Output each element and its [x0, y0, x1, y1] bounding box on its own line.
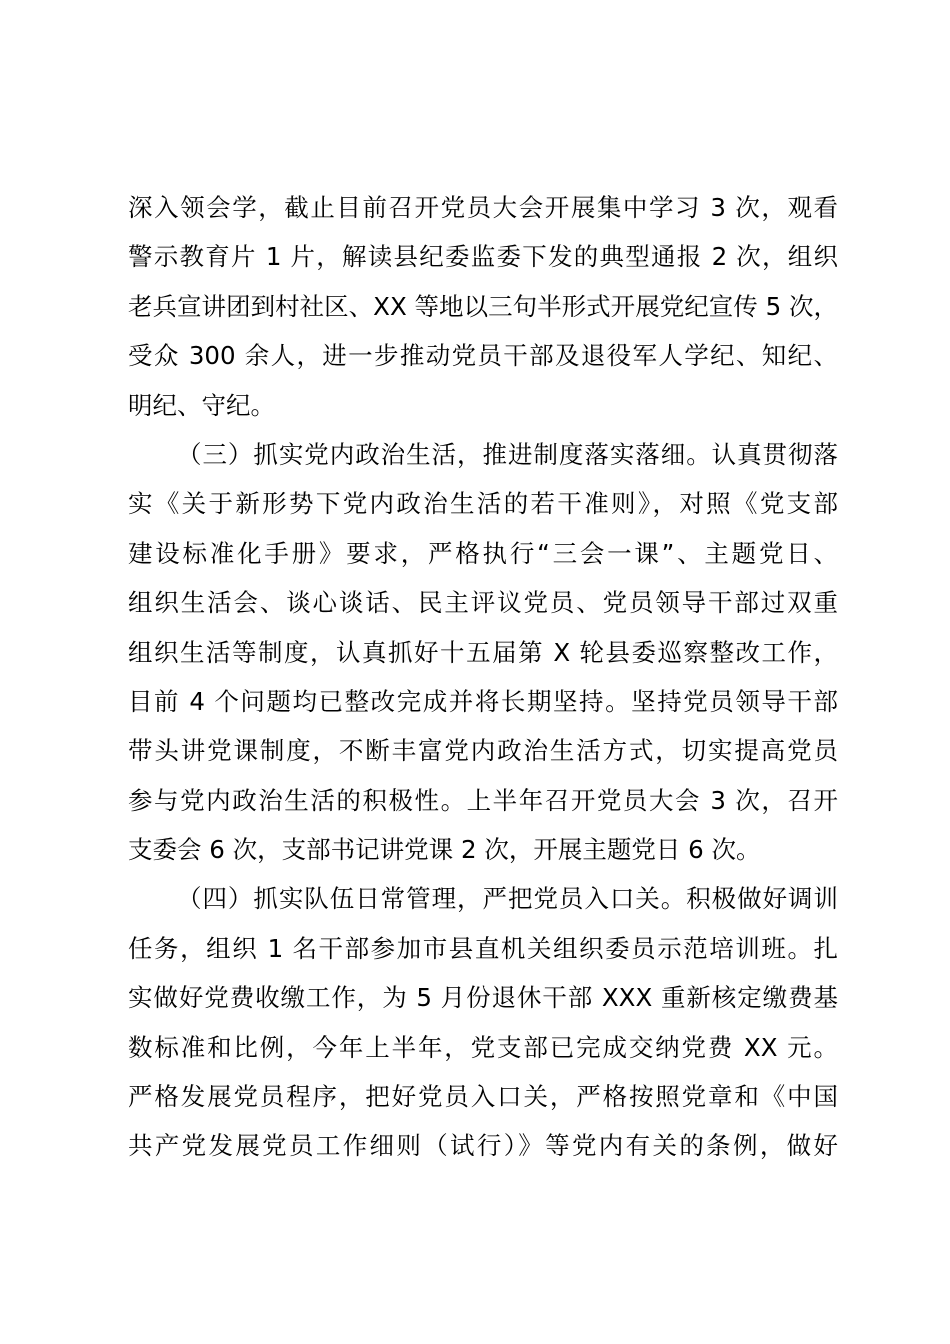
text-line: 数标准和比例，今年上半年，党支部已完成交纳党费 XX 元。: [128, 1032, 838, 1062]
text-line: 警示教育片 1 片，解读县纪委监委下发的典型通报 2 次，组织: [128, 242, 838, 272]
section-heading-line: （三）抓实党内政治生活，推进制度落实落细。认真贯彻落: [177, 439, 838, 469]
text-line: 建设标准化手册》要求，严格执行“三会一课”、主题党日、: [128, 538, 838, 568]
text-line: 组织生活会、谈心谈话、民主评议党员、党员领导干部过双重: [128, 588, 838, 618]
text-line: 明纪、守纪。: [128, 390, 275, 420]
text-line: 参与党内政治生活的积极性。上半年召开党员大会 3 次，召开: [128, 785, 838, 815]
text-line: 深入领会学，截止目前召开党员大会开展集中学习 3 次，观看: [128, 193, 838, 222]
text-line: 共产党发展党员工作细则（试行）》等党内有关的条例，做好: [128, 1131, 838, 1161]
text-line: 任务，组织 1 名干部参加市县直机关组织委员示范培训班。扎: [128, 933, 838, 963]
text-line: 支委会 6 次，支部书记讲党课 2 次，开展主题党日 6 次。: [128, 835, 761, 865]
section-heading-line: （四）抓实队伍日常管理，严把党员入口关。积极做好调训: [177, 884, 838, 914]
text-line: 实《关于新形势下党内政治生活的若干准则》，对照《党支部: [128, 489, 838, 519]
text-line: 组织生活等制度，认真抓好十五届第 X 轮县委巡察整改工作，: [128, 637, 838, 667]
text-line: 严格发展党员程序，把好党员入口关，严格按照党章和《中国: [128, 1082, 838, 1112]
text-line: 带头讲党课制度，不断丰富党内政治生活方式，切实提高党员: [128, 736, 838, 766]
document-body: [128, 183, 838, 1171]
text-line: 老兵宣讲团到村社区、XX 等地以三句半形式开展党纪宣传 5 次，: [128, 291, 838, 321]
text-line: 目前 4 个问题均已整改完成并将长期坚持。坚持党员领导干部: [128, 686, 838, 716]
text-line: 实做好党费收缴工作，为 5 月份退休干部 XXX 重新核定缴费基: [128, 983, 838, 1013]
text-line: 受众 300 余人，进一步推动党员干部及退役军人学纪、知纪、: [128, 341, 838, 371]
